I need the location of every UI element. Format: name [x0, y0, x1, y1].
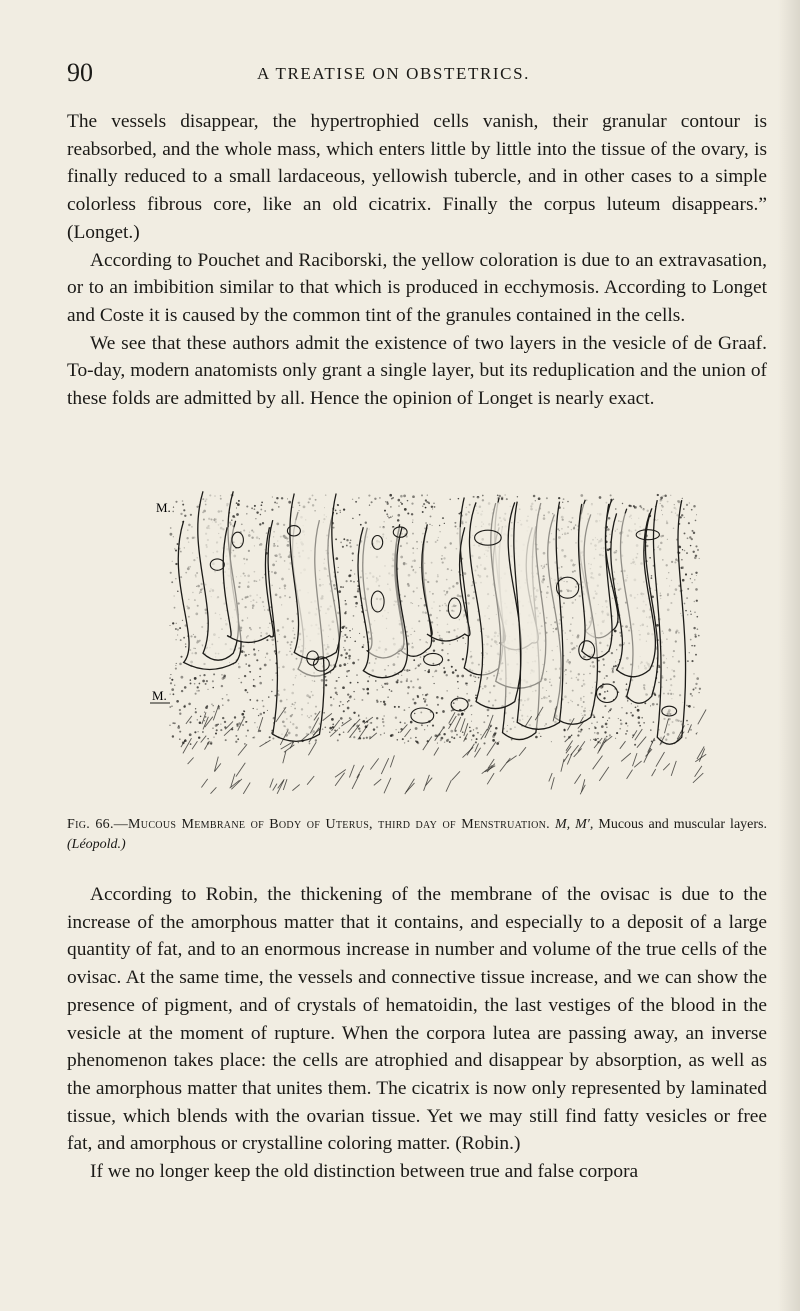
histology-illustration: [150, 470, 710, 808]
page-header: [67, 58, 767, 94]
muscular-layer-hatching: [181, 705, 706, 794]
paragraph: According to Pouchet and Raciborski, the yellow coloration is due to an extravasation, or to an imbibition similar to that which is produced in ecchymosis. According to Longet and Coste it is caused by the common tint of the granules contained in the cells.: [67, 249, 767, 326]
paragraph: If we no longer keep the old distinction between true and false corpora: [90, 1161, 639, 1183]
paragraph: According to Robin, the thickening of the membrane of the ovisac is due to the increase of the amorphous matter that it contains, and especially to a deposit of a large quantity of fat, and to an enormous increase in number and volume of the true cells of the ovisac. At the same time, the vessels and connective tissue increase, and we can show the presence of pigment, and of crystals of hematoidin, the last vestiges of the blood in the vesicle at the moment of rupture. When the corpora lutea are passing away, an inverse phenomenon takes place: the cells are atrophied and disappear by absorption, as well as the amorphous matter that unites them. The cicatrix is now only represented by laminated tissue, which blends with the ovarian tissue. Yet we may still find fatty vesicles or free fat, and amorphous or crystalline coloring matter. (Robin.): [67, 884, 767, 1155]
paragraph: The vessels disappear, the hypertrophied cells vanish, their granular contour is reabsorbed, and the whole mass, which enters little by little into the tissue of the ovary, is finally reduced to a small lardaceous, yellowish tubercle, and in other cases to a simple colorless fibrous core, like an old cicatrix. Finally the corpus luteum disappears.” (Longet.): [67, 111, 767, 243]
caption-labels: M, M′,: [554, 817, 594, 832]
page-number: 90: [67, 58, 93, 87]
caption-title: Fig. 66.—Mucous Membrane of Body of Uterus, third day of Menstruation.: [67, 817, 550, 832]
page-edge-shadow: [778, 0, 800, 1311]
running-head: A TREATISE ON OBSTETRICS.: [257, 64, 530, 83]
figure-label-bottom: M.: [152, 688, 167, 703]
figure-label-top: M.: [156, 500, 171, 515]
figure-uterus-mucous-membrane: [150, 470, 710, 808]
bottom-text-block: [67, 881, 767, 1186]
paragraph: We see that these authors admit the existence of two layers in the vesicle of de Graaf. To-day, modern anatomists only grant a single layer, but its reduplication and the union of these folds are admitted by all. Hence the opinion of Longet is nearly exact.: [67, 332, 767, 410]
caption-text: Mucous and muscular layers.: [598, 817, 767, 832]
figure-caption: [67, 815, 767, 855]
caption-source: (Léopold.): [67, 837, 126, 852]
top-text-block: [67, 108, 767, 413]
